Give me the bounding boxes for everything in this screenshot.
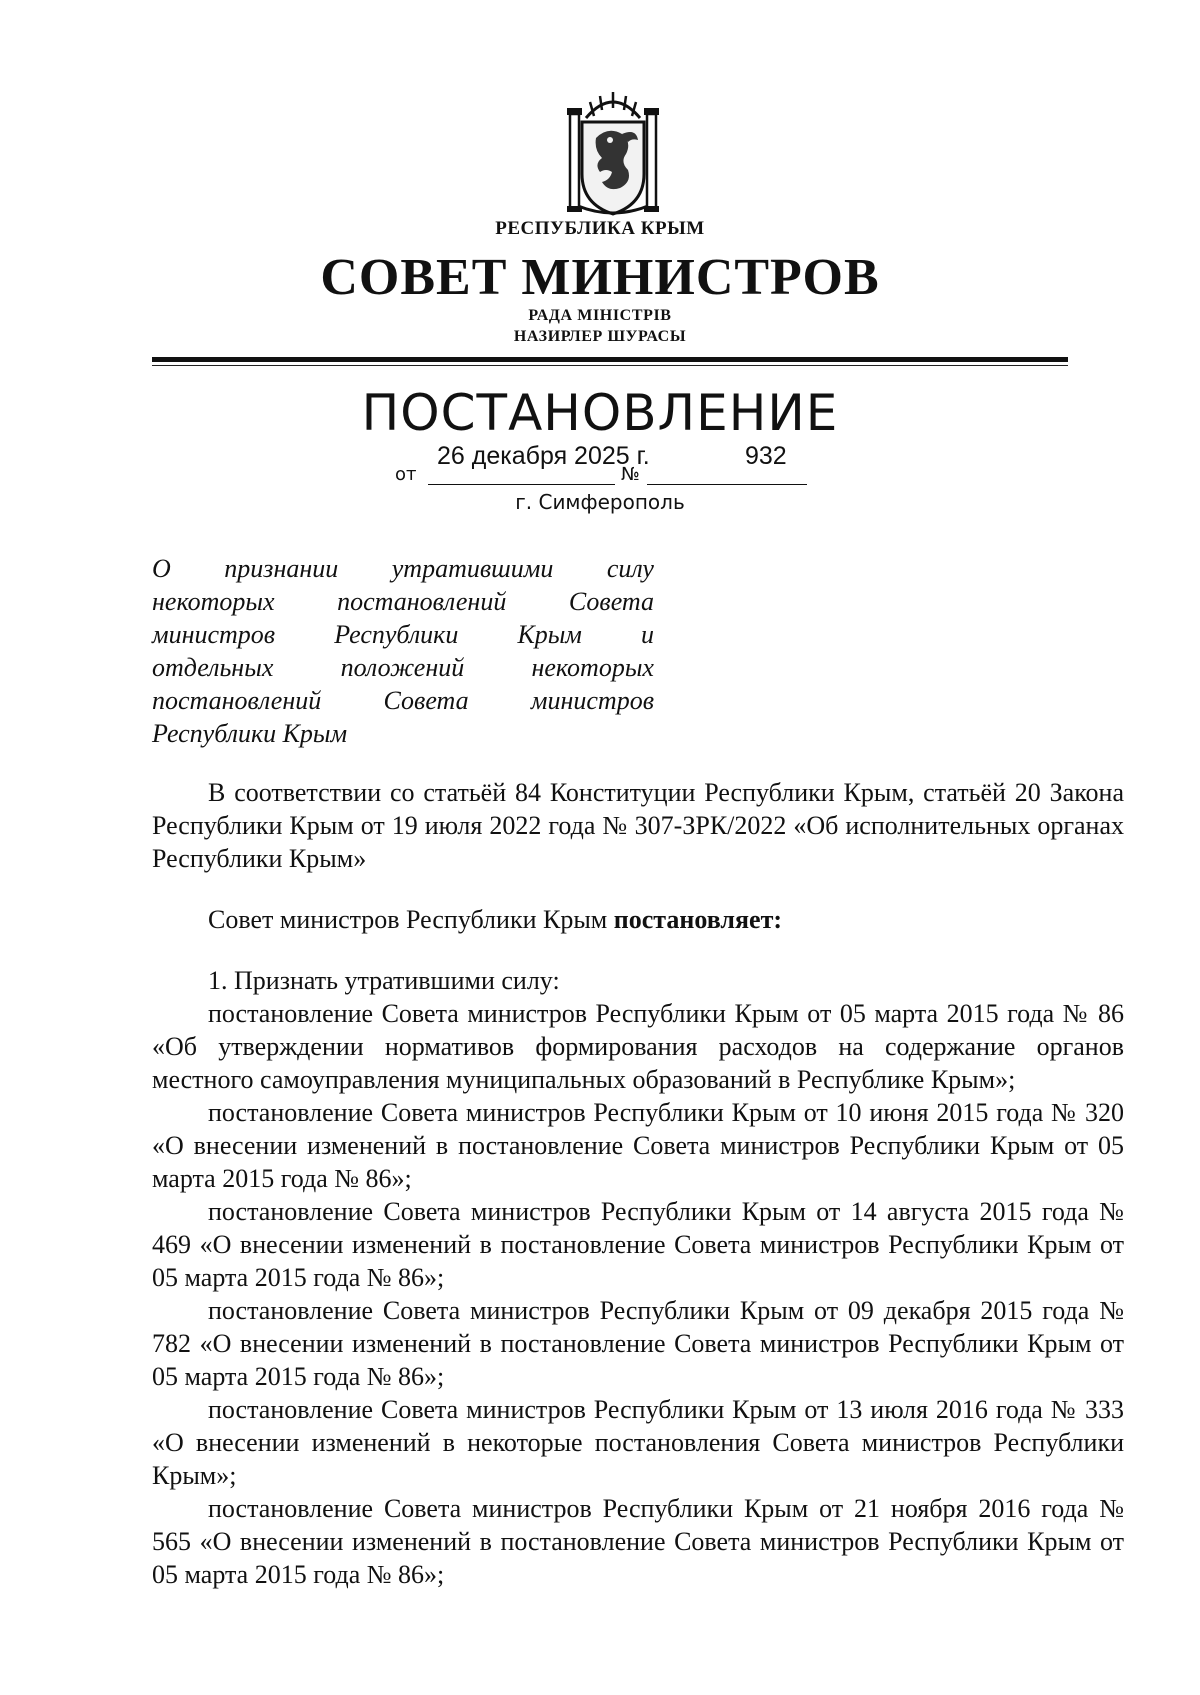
title-line bbox=[152, 651, 654, 684]
council-name-crimean-tatar: НАЗИРЛЕР ШУРАСЫ bbox=[513, 328, 687, 345]
title-word: министров bbox=[152, 620, 276, 649]
number-underline bbox=[647, 484, 807, 485]
title-word: министров bbox=[530, 686, 654, 715]
revoked-decree-item: постановление Совета министров Республики Крым от 21 ноября 2016 года № 565 «О внесении изменений в постановление Совета министров Республики Крым от 05 марта 2015 года № 86»; bbox=[152, 1494, 1124, 1589]
revoked-decree-item: постановление Совета министров Республики Крым от 09 декабря 2015 года № 782 «О внесении изменений в постановление Совета министров Республики Крым от 05 марта 2015 года № 86»; bbox=[152, 1296, 1124, 1391]
decree-body bbox=[152, 776, 1124, 1591]
title-line bbox=[152, 552, 654, 585]
preamble-paragraph: В соответствии со статьёй 84 Конституции Республики Крым, статьёй 20 Закона Республики Крым от 19 июля 2022 года № 307-ЗРК/2022 «Об исполнительных органах Республики Крым» bbox=[152, 778, 1124, 873]
title-line bbox=[152, 684, 654, 717]
title-word: утратившими bbox=[391, 554, 554, 583]
revoked-decree-item: постановление Совета министров Республики Крым от 13 июля 2016 года № 333 «О внесении изменений в некоторые постановления Совета министров Республики Крым»; bbox=[152, 1395, 1124, 1490]
document-type: ПОСТАНОВЛЕНИЕ bbox=[361, 384, 839, 442]
revoked-decree-item: постановление Совета министров Республики Крым от 14 августа 2015 года № 469 «О внесении изменений в постановление Совета министров Республики Крым от 05 марта 2015 года № 86»; bbox=[152, 1197, 1124, 1292]
revoked-decree-item: постановление Совета министров Республики Крым от 10 июня 2015 года № 320 «О внесении изменений в постановление Совета министров Республики Крым от 05 марта 2015 года № 86»; bbox=[152, 1098, 1124, 1193]
republic-name: РЕСПУБЛИКА КРЫМ bbox=[495, 218, 705, 239]
council-name-ukrainian: РАДА МІНІСТРІВ bbox=[528, 307, 672, 324]
coat-of-arms-emblem bbox=[566, 88, 660, 220]
header-rule-thick bbox=[152, 357, 1068, 362]
title-word: отдельных bbox=[152, 653, 274, 682]
decree-date: 26 декабря 2025 г. bbox=[437, 442, 650, 470]
header-rule-thin bbox=[152, 365, 1068, 366]
title-word: силу bbox=[606, 554, 654, 583]
title-word: Республики bbox=[334, 620, 459, 649]
title-word: и bbox=[641, 620, 654, 649]
date-underline bbox=[428, 484, 615, 485]
from-label: от bbox=[395, 464, 417, 485]
resolves-text: Совет министров Республики Крым bbox=[208, 905, 614, 934]
title-word: О bbox=[152, 554, 171, 583]
decree-number: 932 bbox=[745, 442, 787, 470]
number-label: № bbox=[621, 464, 640, 485]
title-word: Республики Крым bbox=[152, 719, 348, 748]
title-word: некоторых bbox=[531, 653, 654, 682]
decree-subject-title bbox=[152, 552, 654, 750]
title-line bbox=[152, 618, 654, 651]
revoked-decree-item: постановление Совета министров Республики Крым от 05 марта 2015 года № 86 «Об утверждении нормативов формирования расходов на содержание органов местного самоуправления муниципальных образований в Республике Крым»; bbox=[152, 999, 1124, 1094]
title-word: Совета bbox=[568, 587, 654, 616]
title-word: постановлений bbox=[337, 587, 507, 616]
title-word: Крым bbox=[517, 620, 582, 649]
title-word: признании bbox=[224, 554, 339, 583]
title-word: положений bbox=[340, 653, 465, 682]
item1-heading: 1. Признать утратившими силу: bbox=[208, 966, 560, 995]
council-name: СОВЕТ МИНИСТРОВ bbox=[320, 249, 880, 306]
resolves-paragraph bbox=[152, 903, 1124, 936]
title-line bbox=[152, 717, 654, 750]
resolves-keyword: постановляет: bbox=[613, 905, 783, 934]
decree-city: г. Симферополь bbox=[515, 490, 685, 514]
title-word: некоторых bbox=[152, 587, 275, 616]
title-line bbox=[152, 585, 654, 618]
title-word: Совета bbox=[383, 686, 469, 715]
title-word: постановлений bbox=[152, 686, 322, 715]
decree-date-number-row bbox=[395, 442, 815, 486]
revoked-decrees-list bbox=[152, 997, 1124, 1591]
